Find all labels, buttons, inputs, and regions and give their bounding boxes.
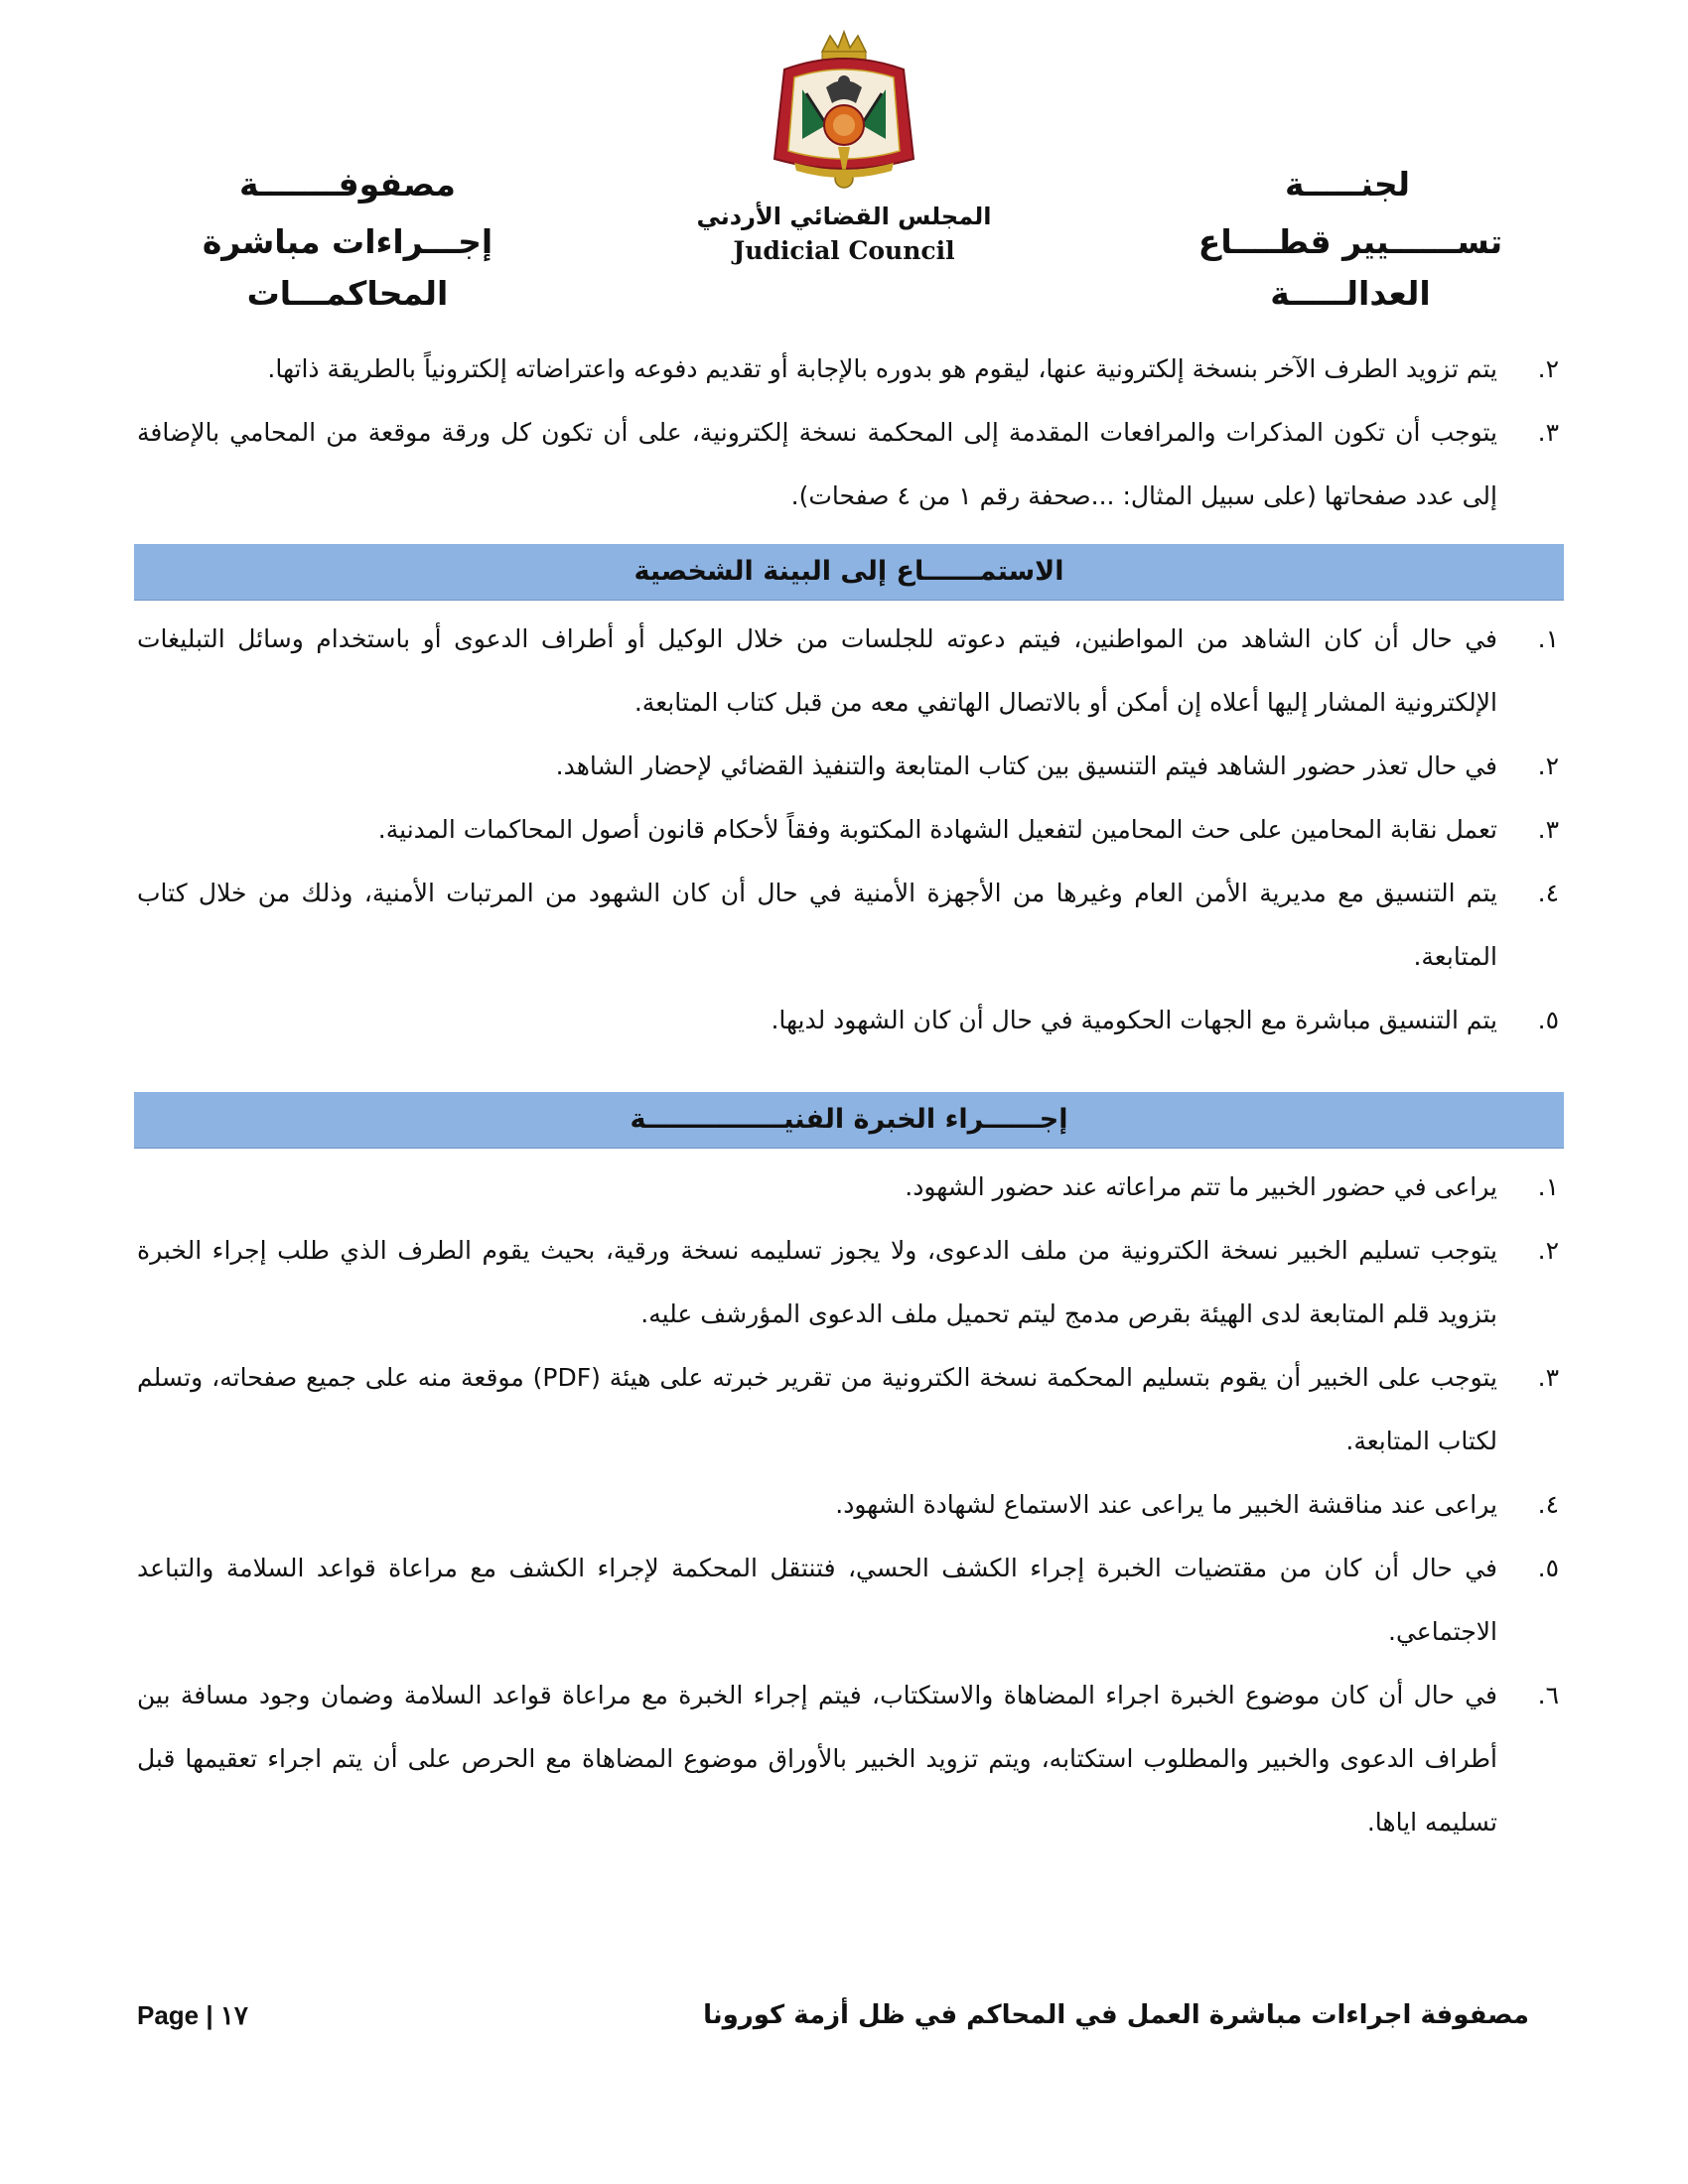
council-name-arabic: المجلس القضائي الأردني	[696, 203, 992, 230]
list-item-number: ٥.	[1537, 1006, 1559, 1034]
list-item	[137, 989, 1559, 1052]
list-item	[137, 735, 1559, 798]
list-item-text: يراعى عند مناقشة الخبير ما يراعى عند الاستماع لشهادة الشهود.	[835, 1490, 1497, 1519]
list-item-number: ٤.	[1537, 1490, 1559, 1519]
list-item-text: يتوجب على الخبير أن يقوم بتسليم المحكمة نسخة الكترونية من تقرير خبرته على هيئة (PDF) موقعة منه على جميع صفحاته، وتسلم لكتاب المتابعة.	[137, 1363, 1498, 1455]
list-item-text: يتوجب أن تكون المذكرات والمرافعات المقدمة إلى المحكمة نسخة إلكترونية، على أن تكون كل ورقة موقعة من المحامي بالإضافة إلى عدد صفحاتها (على سبيل المثال: ...صحفة رقم ١ من ٤ صفحات).	[137, 418, 1497, 510]
footer-page-number: Page | ١٧	[137, 2000, 248, 2030]
section-witness-list	[137, 608, 1559, 1052]
judicial-council-emblem-icon	[765, 30, 923, 199]
list-item	[137, 1156, 1559, 1219]
section-continued-list	[137, 338, 1559, 528]
list-item	[137, 1219, 1559, 1346]
section-expertise-list	[137, 1156, 1559, 1854]
footer-document-title: مصفوفة اجراءات مباشرة العمل في المحاكم في ظل أزمة كورونا	[703, 2000, 1529, 2030]
list-item	[137, 798, 1559, 862]
council-name-english: Judicial Council	[733, 236, 955, 265]
list-item-text: تعمل نقابة المحامين على حث المحامين لتفعيل الشهادة المكتوبة وفقاً لأحكام قانون أصول المحاكمات المدنية.	[377, 815, 1497, 844]
list-item-number: ٢.	[1537, 751, 1559, 780]
list-item-text: في حال أن كان موضوع الخبرة اجراء المضاهاة والاستكتاب، فيتم إجراء الخبرة مع مراعاة قواعد السلامة وضمان وجود مسافة بين أطراف الدعوى والخبير والمطلوب استكتابه، ويتم تزويد الخبير بالأوراق موضوع المضاهاة مع الحرص على أن يتم اجراء تعقيمها قبل تسليمه اياها.	[137, 1681, 1497, 1837]
list-item	[137, 1473, 1559, 1537]
list-item-text: يتم التنسيق مباشرة مع الجهات الحكومية في حال أن كان الشهود لديها.	[771, 1006, 1497, 1034]
header-matrix-line2: إجـــراءات مباشرة المحاكمـــات	[202, 222, 493, 313]
list-item-number: ٦.	[1537, 1681, 1559, 1709]
header-committee	[1142, 159, 1559, 320]
header-committee-line2: تســــــيير قطــــاع العدالـــــة	[1197, 222, 1503, 313]
list-item-number: ٣.	[1537, 418, 1559, 447]
list-item-text: في حال أن كان من مقتضيات الخبرة إجراء الكشف الحسي، فتنتقل المحكمة لإجراء الكشف مع مراعاة قواعد السلامة والتباعد الاجتماعي.	[137, 1554, 1497, 1646]
section-heading-technical-expertise: إجــــــراء الخبرة الفنيـــــــــــــــة	[134, 1092, 1564, 1149]
list-item-text: يراعى في حضور الخبير ما تتم مراعاته عند حضور الشهود.	[905, 1172, 1497, 1201]
list-item-number: ٢.	[1537, 1236, 1559, 1265]
list-item	[137, 1537, 1559, 1664]
list-item	[137, 608, 1559, 735]
list-item-number: ٤.	[1537, 879, 1559, 907]
section-heading-witness-testimony: الاستمــــــاع إلى البينة الشخصية	[134, 544, 1564, 601]
list-item-number: ٥.	[1537, 1554, 1559, 1582]
list-item-text: يتم تزويد الطرف الآخر بنسخة إلكترونية عنها، ليقوم هو بدوره بالإجابة أو تقديم دفوعه واعتراضاته إلكترونياً بالطريقة ذاتها.	[267, 354, 1497, 383]
list-item-text: في حال أن كان الشاهد من المواطنين، فيتم دعوته للجلسات من خلال الوكيل أو أطراف الدعوى أو باستخدام وسائل التبليغات الإلكترونية المشار إليها أعلاه إن أمكن أو بالاتصال الهاتفي معه من قبل كتاب المتابعة.	[137, 624, 1497, 717]
list-item	[137, 401, 1559, 528]
list-item	[137, 338, 1559, 401]
header-matrix-line1: مصفوفـــــــة	[239, 165, 456, 204]
list-item-text: يتم التنسيق مع مديرية الأمن العام وغيرها من الأجهزة الأمنية في حال أن كان الشهود من المرتبات الأمنية، وذلك من خلال كتاب المتابعة.	[137, 879, 1497, 971]
list-item-number: ٢.	[1537, 354, 1559, 383]
list-item-number: ١.	[1537, 1172, 1559, 1201]
list-item	[137, 1346, 1559, 1473]
list-item	[137, 862, 1559, 989]
header-matrix	[139, 159, 556, 320]
header-committee-line1: لجنـــــة	[1284, 165, 1410, 204]
list-item-text: يتوجب تسليم الخبير نسخة الكترونية من ملف الدعوى، ولا يجوز تسليمه نسخة ورقية، بحيث يقوم الطرف الذي طلب إجراء الخبرة بتزويد قلم المتابعة لدى الهيئة بقرص مدمج ليتم تحميل ملف الدعوى المؤرشف عليه.	[137, 1236, 1497, 1328]
list-item-text: في حال تعذر حضور الشاهد فيتم التنسيق بين كتاب المتابعة والتنفيذ القضائي لإحضار الشاهد.	[555, 751, 1497, 780]
list-item-number: ١.	[1537, 624, 1559, 653]
list-item-number: ٣.	[1537, 1363, 1559, 1392]
list-item-number: ٣.	[1537, 815, 1559, 844]
list-item	[137, 1664, 1559, 1854]
